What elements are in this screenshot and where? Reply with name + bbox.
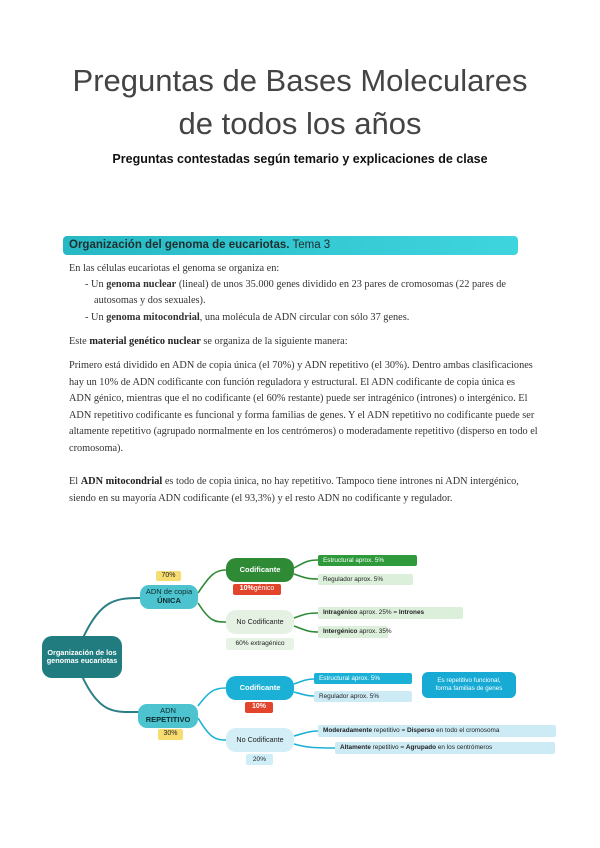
rep-cod-note-line2: forma familias de genes bbox=[435, 685, 503, 692]
rep-nocod-badge: 20% bbox=[246, 754, 273, 765]
list-item-term: genoma nuclear bbox=[106, 279, 177, 290]
list-item-text: (lineal) de unos 35.000 genes dividido en 23 pares de cromosomas (22 pares de autosomas y dos sexuales). bbox=[94, 279, 506, 306]
leaf-rep-regulador: Regulador aprox. 5% bbox=[314, 691, 412, 702]
node-unica-no-codificante: No Codificante bbox=[226, 610, 294, 634]
node-copia-unica bbox=[140, 585, 198, 609]
page-title-line2: de todos los años bbox=[178, 106, 422, 141]
link-unica-nocod bbox=[198, 603, 226, 622]
page-subtitle: Preguntas contestadas según temario y explicaciones de clase bbox=[112, 152, 488, 166]
leaf-alt-text: repetitivo = bbox=[370, 744, 406, 752]
link-cod-estructural bbox=[294, 560, 318, 568]
node-unica-codificante: Codificante bbox=[226, 558, 294, 582]
intro-paragraph: En las células eucariotas el genoma se organiza en: bbox=[69, 263, 280, 274]
leaf-rep-estructural: Estructural aprox. 5% bbox=[314, 673, 412, 684]
leaf-unica-estructural: Estructural aprox. 5% bbox=[318, 555, 417, 566]
paragraph-prefix: El bbox=[69, 476, 81, 487]
leaf-mod-result: Disperso bbox=[407, 727, 435, 735]
list-item: - Un genoma nuclear (lineal) de unos 35.000 genes dividido en 23 pares de cromosomas (22 pares de autosomas y dos sexuales). bbox=[85, 279, 506, 306]
leaf-intergenico bbox=[318, 626, 392, 638]
leaf-intragenico-result: Intrones bbox=[398, 609, 425, 617]
list-item-prefix: Un bbox=[91, 279, 107, 290]
link-root-repetitivo bbox=[82, 676, 140, 712]
unica-percent-badge: 70% bbox=[156, 571, 181, 581]
link-repcod-regulador bbox=[294, 692, 314, 696]
leaf-moderadamente bbox=[318, 725, 556, 737]
leaf-mod-text: repetitivo = bbox=[372, 727, 408, 735]
node-copia-unica-line2: ÚNICA bbox=[157, 596, 181, 605]
link-rep-nocod bbox=[198, 718, 226, 740]
paragraph-term: ADN mitocondrial bbox=[80, 476, 163, 487]
mindmap-root: Organización de los genomas eucariotas bbox=[42, 636, 122, 678]
link-rep-cod bbox=[198, 688, 226, 706]
link-root-unica bbox=[82, 598, 140, 640]
link-repcod-estructural bbox=[294, 679, 314, 684]
node-repetitivo-line2: REPETITIVO bbox=[145, 715, 191, 724]
rep-cod-badge: 10% bbox=[245, 702, 273, 713]
leaf-intragenico-text: aprox. 25% = bbox=[357, 609, 399, 617]
list-item-prefix: Un bbox=[91, 312, 107, 323]
leaf-mod-location: en todo el cromosoma bbox=[434, 727, 500, 735]
leaf-mod-term: Moderadamente bbox=[323, 727, 373, 735]
paragraph-prefix: Este bbox=[69, 336, 90, 347]
link-unica-cod bbox=[198, 570, 226, 593]
section-title: Organización del genoma de eucariotas. bbox=[69, 239, 290, 251]
node-repetitivo bbox=[138, 704, 198, 728]
link-cod-regulador bbox=[294, 574, 318, 579]
leaf-intragenico-term: Intragénico bbox=[323, 609, 358, 617]
unica-nocod-badge: 60% extragénico bbox=[226, 638, 294, 650]
rep-cod-note bbox=[422, 672, 516, 698]
leaf-intragenico bbox=[318, 607, 463, 619]
leaf-alt-result: Agrupado bbox=[405, 744, 437, 752]
link-nocod-inter bbox=[294, 626, 318, 632]
leaf-unica-regulador: Regulador aprox. 5% bbox=[318, 574, 413, 585]
unica-cod-badge-label: génico bbox=[253, 585, 275, 593]
page-title: Preguntas de Bases Moleculares bbox=[72, 63, 528, 98]
paragraph-term: material genético nuclear bbox=[89, 336, 201, 347]
leaf-intergenico-term: Intergénico bbox=[323, 628, 358, 636]
leaf-alt-location: en los centrómeros bbox=[436, 744, 493, 752]
section-topic: Tema 3 bbox=[289, 239, 331, 251]
unica-cod-badge-value: 10% bbox=[239, 585, 254, 593]
leaf-altamente bbox=[335, 742, 555, 754]
link-repnocod-mod bbox=[294, 731, 318, 736]
node-rep-no-codificante: No Codificante bbox=[226, 728, 294, 752]
list-item-term: genoma mitocondrial bbox=[106, 312, 200, 323]
node-copia-unica-line1: ADN de copia bbox=[145, 587, 193, 597]
node-rep-codificante: Codificante bbox=[226, 676, 294, 700]
leaf-intergenico-text: aprox. 35% bbox=[357, 628, 392, 636]
paragraph-text: se organiza de la siguiente manera: bbox=[200, 336, 348, 347]
paragraph-text: es todo de copia única, no hay repetitivo. Tampoco tiene intrones ni ADN intergénico, siendo en su mayoría ADN codificante (el 93,3%) y el resto ADN no codificante y regulador. bbox=[69, 476, 519, 504]
list-item: - Un genoma mitocondrial, una molécula de ADN circular con sólo 37 genes. bbox=[85, 312, 410, 323]
link-repnocod-alt bbox=[294, 744, 335, 748]
repetitivo-percent-badge: 30% bbox=[158, 729, 183, 740]
link-nocod-intra bbox=[294, 613, 318, 618]
paragraph-organization: Primero está dividido en ADN de copia única (el 70%) y ADN repetitivo (el 30%). Dentro ambas clasificaciones hay un 10% de ADN codificante con función reguladora y estructural. El ADN codificante de copia única es ADN génico, mientras que el no codificante (el 60% restante) puede ser intragénico (intrones) o intergénico. El ADN repetitivo codificante es funcional y forma familias de genes. Y el ADN repetitivo no codificante puede ser altamente repetitivo (agrupado normalmente en los centrómeros) o moderadamente repetitivo (disperso en todo el cromosoma). bbox=[69, 360, 538, 454]
unica-cod-badge bbox=[233, 584, 281, 595]
list-item-text: , una molécula de ADN circular con sólo 37 genes. bbox=[199, 312, 410, 323]
leaf-alt-term: Altamente bbox=[340, 744, 371, 752]
rep-cod-note-line1: Es repetitivo funcional, bbox=[437, 677, 501, 685]
node-repetitivo-line1: ADN bbox=[160, 706, 176, 716]
